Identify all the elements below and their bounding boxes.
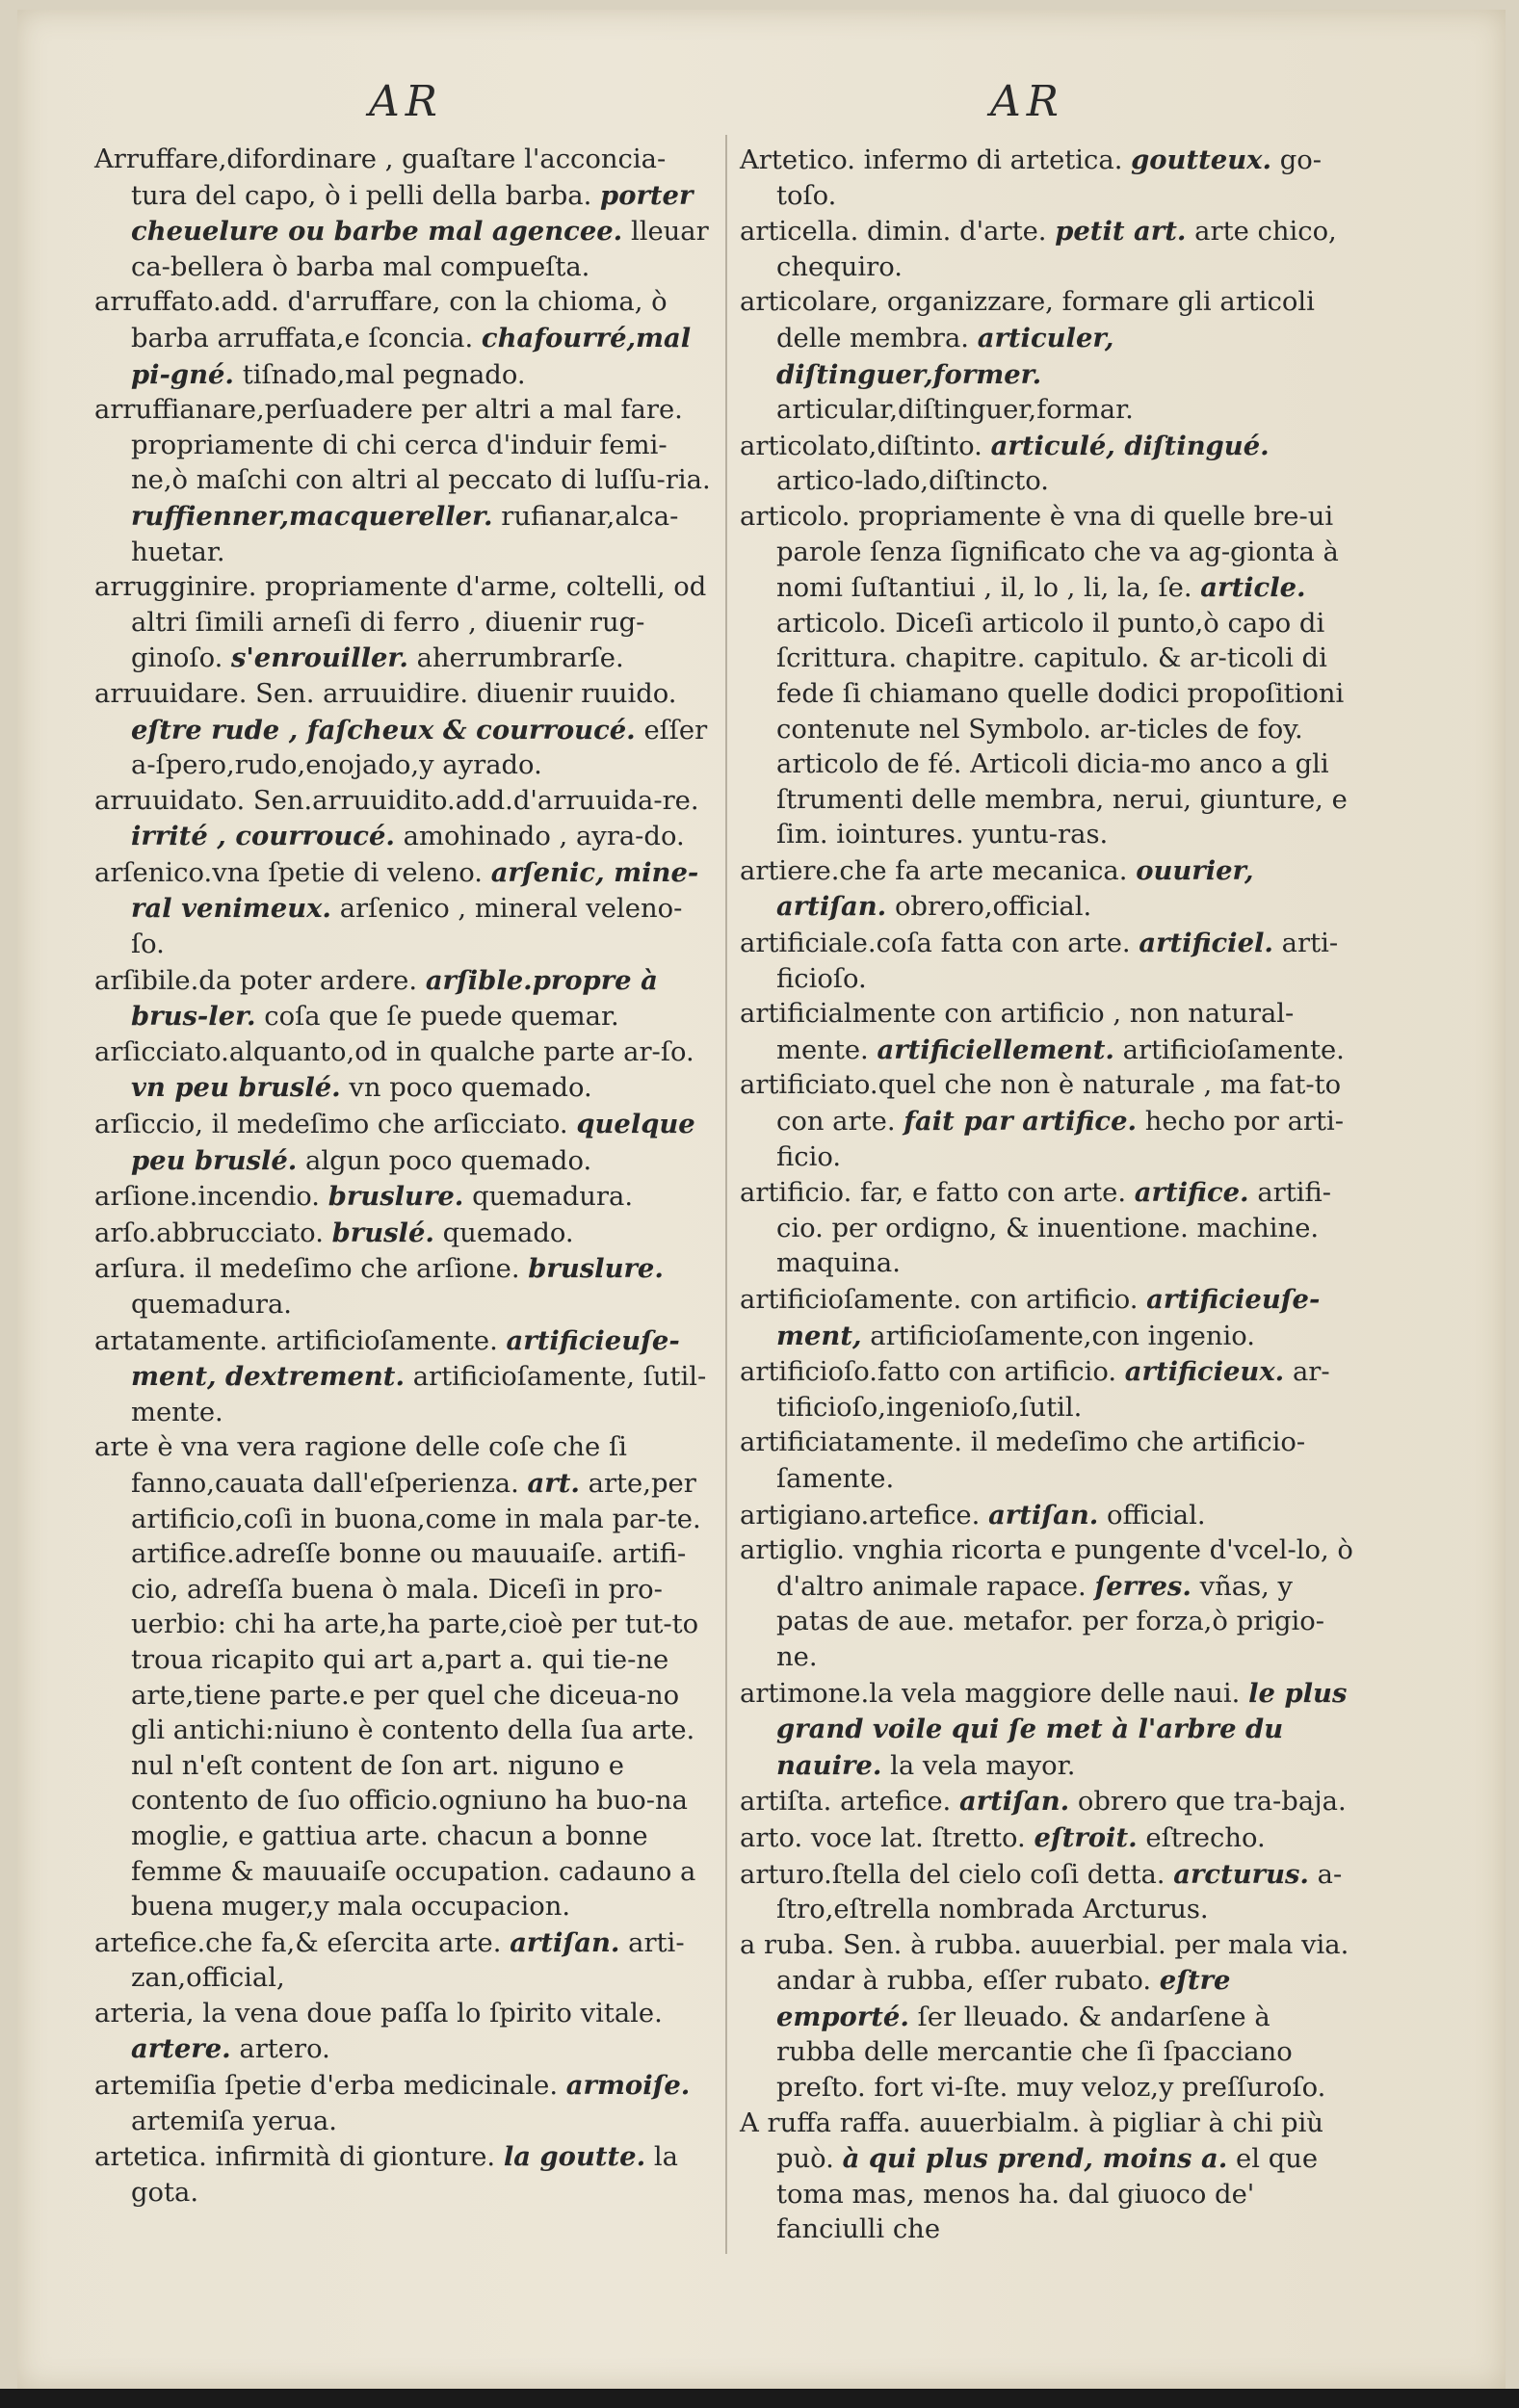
dictionary-entry	[740, 1676, 1356, 1785]
entry-italian: articolo. propriamente è vna di quelle bre-ui parole ſenza ſignificato che va ag-gionta à nomi ſuſtantiui , il, lo , li, la, ſe.	[740, 501, 1339, 604]
entry-italian: articolato,diſtinto.	[740, 431, 982, 461]
entry-french: arſenic, mine-ral venimeux.	[131, 856, 699, 925]
dictionary-entry	[94, 2139, 711, 2211]
entry-italian: arruuidato. Sen.arruuidito.add.d'arruuida-re.	[94, 785, 699, 816]
entry-spanish: tiſnado,mal pegnado.	[242, 359, 526, 390]
entry-spanish: articular,diſtinguer,formar.	[776, 395, 1134, 426]
entry-french: armoiſe.	[565, 2070, 691, 2102]
entry-french: bruslé.	[331, 1217, 434, 1248]
dictionary-entry	[94, 1323, 711, 1431]
entry-french: artifice.	[1134, 1177, 1249, 1209]
entry-italian: artetica. infirmità di gionture.	[94, 2142, 496, 2173]
entry-spanish: go-toſo.	[776, 145, 1322, 211]
entry-italian: arruuidare. Sen. arruuidire. diuenir ruuido.	[94, 678, 677, 709]
dictionary-entry	[94, 784, 711, 855]
entry-french: irrité , courroucé.	[131, 821, 395, 852]
entry-french: artificieux.	[1124, 1356, 1285, 1388]
entry-spanish: arti-ficioſo.	[776, 929, 1339, 994]
entry-italian: Arruffare,difordinare , guaſtare l'acconcia-tura del capo, ò i pelli della barba.	[94, 144, 667, 211]
dictionary-entry	[740, 143, 1356, 214]
entry-italian: arturo.ſtella del cielo coſi detta.	[740, 1859, 1165, 1890]
entry-spanish: la gota.	[131, 2142, 678, 2208]
entry-french: s'enrouiller.	[231, 642, 408, 674]
right-column	[740, 143, 1356, 2248]
entry-spanish: artifi-cio. per ordigno, & inuentione. machine. maquina.	[776, 1178, 1332, 1279]
entry-french: vn peu bruslé.	[131, 1072, 341, 1104]
entry-italian: arſenico.vna ſpetie di veleno.	[94, 857, 483, 888]
entry-italian: artiſta. artefice.	[740, 1787, 952, 1818]
dictionary-entry	[740, 1820, 1356, 1857]
entry-french: artere.	[131, 2033, 231, 2065]
entry-french: fait par artifice.	[904, 1106, 1138, 1138]
dictionary-entry	[740, 1282, 1356, 1354]
dictionary-entry	[740, 285, 1356, 428]
entry-french: arcturus.	[1173, 1858, 1309, 1890]
entry-french: ruffienner,macquereller.	[131, 500, 493, 532]
entry-italian: articolare, organizzare, formare gli articoli delle membra.	[740, 287, 1315, 353]
entry-spanish: coſa que ſe puede quemar.	[264, 1002, 619, 1033]
dictionary-entry	[740, 1068, 1356, 1175]
column-divider	[725, 135, 727, 2254]
entry-french: artiſan.	[988, 1499, 1099, 1531]
dictionary-entry	[94, 963, 711, 1035]
dictionary-entry	[94, 570, 711, 677]
entry-french: artiſan.	[510, 1926, 620, 1958]
dictionary-entry	[740, 997, 1356, 1068]
entry-french: article.	[1200, 572, 1306, 604]
dictionary-entry	[740, 1175, 1356, 1282]
entry-italian: arte è vna vera ragione delle coſe che ſi fanno,cauata dall'eſperienza.	[94, 1432, 627, 1499]
entry-spanish: artico-lado,diſtincto.	[776, 466, 1050, 497]
entry-spanish: quemado.	[442, 1217, 574, 1248]
dictionary-entry	[94, 2068, 711, 2139]
entry-french: artificieuſe-ment,	[776, 1284, 1321, 1351]
entry-french: artificiel.	[1139, 928, 1273, 959]
entry-italian: arruffianare,perſuadere per altri a mal fare. propriamente di chi cerca d'induir femi-ne,ò maſchi con altri al peccato di luſſu-ria.	[94, 395, 711, 496]
entry-french: art.	[527, 1467, 580, 1499]
entry-spanish: articolo. Diceſi articolo il punto,ò capo di ſcrittura. chapitre. capitulo. & ar-ticoli di fede ſi chiamano quelle dodici propoſitioni contenute nel Symbolo. ar-ticles de foy. articolo de fé. Articoli dicia-mo anco a gli ſtrumenti delle membra, nerui, giunture, e ſim. iointures. yuntu-ras.	[776, 608, 1348, 851]
entry-italian: arto. voce lat. ſtretto.	[740, 1822, 1026, 1853]
dictionary-entry	[94, 1430, 711, 1924]
entry-italian: artificiale.coſa fatta con arte.	[740, 929, 1131, 959]
entry-french: chafourré,mal pi-gné.	[131, 322, 692, 390]
entry-french: ouurier, artiſan.	[776, 854, 1254, 923]
entry-italian: articella. dimin. d'arte.	[740, 217, 1047, 248]
dictionary-entry	[740, 1498, 1356, 1534]
entry-french: la goutte.	[503, 2141, 646, 2173]
entry-italian: arſura. il medeſimo che arſione.	[94, 1254, 520, 1285]
entry-spanish: quemadura.	[131, 1290, 292, 1320]
entry-french: bruslure.	[327, 1181, 464, 1213]
scan-border	[0, 2389, 1519, 2408]
entry-spanish: algun poco quemado.	[305, 1145, 592, 1176]
entry-italian: artigiano.artefice.	[740, 1500, 981, 1531]
dictionary-entry	[740, 1354, 1356, 1426]
entry-italian: arſiccio, il medeſimo che arſicciato.	[94, 1110, 568, 1140]
dictionary-entry	[740, 926, 1356, 997]
dictionary-entry	[94, 393, 711, 570]
entry-french: eſtroit.	[1034, 1821, 1138, 1853]
entry-italian: arteria, la vena doue paſſa lo ſpirito vitale.	[94, 1998, 663, 2028]
entry-french: à qui plus prend, moins a.	[842, 2143, 1228, 2175]
entry-italian: arſo.abbrucciato.	[94, 1217, 324, 1248]
entry-spanish: official.	[1107, 1500, 1206, 1531]
page-header-left: AR	[369, 77, 443, 126]
entry-spanish: arte,per artificio,coſi in buona,come in mala par-te. artifice.adreſſe bonne ou mauuaiſe. artifi-cio, adreſſa buena ò mala. Diceſi in pro-uerbio: chi ha arte,ha parte,cioè per tut-to troua ricapito qui art a,part a. qui tie-ne arte,tiene parte.e per quel che diceua-no gli antichi:niuno è contento della ſua arte. nul n'eſt content de ſon art. niguno e contento de ſuo officio.ogniuno ha buo-na moglie, e gattiua arte. chacun a bonne femme & mauuaiſe occupation. cadauno a buena muger,y mala occupacion.	[131, 1468, 701, 1923]
entry-italian: artimone.la vela maggiore delle naui.	[740, 1678, 1241, 1709]
entry-spanish: obrero que tra-baja.	[1077, 1787, 1347, 1818]
entry-french: eſtre emporté.	[776, 1965, 1231, 2032]
entry-spanish: arti-zan,official,	[131, 1927, 685, 1994]
dictionary-entry	[740, 2107, 1356, 2248]
dictionary-entry	[740, 1533, 1356, 1675]
dictionary-entry	[94, 855, 711, 963]
dictionary-entry	[740, 214, 1356, 285]
entry-italian: artificiato.quel che non è naturale , ma fat-to con arte.	[740, 1070, 1342, 1138]
entry-spanish: rufianar,alca-huetar.	[131, 501, 679, 567]
dictionary-entry	[94, 1179, 711, 1216]
entry-spanish: hecho por arti-ficio.	[776, 1107, 1345, 1172]
entry-french: eſtre rude , faſcheux & courroucé.	[131, 714, 636, 746]
entry-spanish: eſtrecho.	[1145, 1822, 1266, 1853]
entry-italian: artefice.che fa,& eſercita arte.	[94, 1927, 502, 1958]
dictionary-entry	[94, 285, 711, 393]
entry-spanish: artificioſamente.	[1122, 1034, 1345, 1065]
entry-spanish: ſer lleuado. & andarſene à rubba delle mercantie che ſi ſpacciano preſto. fort vi-ſte. muy veloz,y preſſuroſo.	[776, 2002, 1326, 2104]
entry-spanish: arte chico, chequiro.	[776, 217, 1337, 282]
entry-italian: artificioſamente. con artificio.	[740, 1285, 1139, 1315]
entry-spanish: artero.	[239, 2034, 330, 2065]
entry-spanish: a-ſtro,eſtrella nombrada Arcturus.	[776, 1859, 1343, 1925]
entry-spanish: artificioſamente,con ingenio.	[870, 1321, 1255, 1351]
dictionary-entry	[94, 1107, 711, 1179]
entry-spanish: eſſer a-ſpero,rudo,enojado,y ayrado.	[131, 715, 708, 781]
dictionary-entry	[94, 1925, 711, 1997]
entry-italian: artiglio. vnghia ricorta e pungente d'vcel-lo, ò d'altro animale rapace.	[740, 1535, 1353, 1602]
entry-french: bruslure.	[528, 1253, 664, 1285]
dictionary-entry	[94, 143, 711, 285]
entry-spanish: obrero,official.	[894, 892, 1092, 923]
entry-italian: artificio. far, e fatto con arte.	[740, 1178, 1127, 1209]
entry-spanish: artificioſamente, ſutil-mente.	[131, 1362, 707, 1427]
dictionary-entry	[740, 1426, 1356, 1497]
entry-french: petit art.	[1055, 216, 1187, 248]
entry-italian: artificiatamente. il medeſimo che artificio-ſamente.	[740, 1427, 1306, 1494]
dictionary-entry	[94, 1216, 711, 1252]
dictionary-entry	[740, 1784, 1356, 1820]
entry-italian: arſione.incendio.	[94, 1182, 320, 1213]
entry-french: le plus grand voile qui ſe met à l'arbre du nauire.	[776, 1677, 1348, 1781]
dictionary-entry	[740, 1857, 1356, 1928]
entry-italian: arrugginire. propriamente d'arme, coltelli, od altri ſimili arneſi di ferro , diuenir rug-ginoſo.	[94, 572, 707, 674]
entry-spanish: amohinado , ayra-do.	[403, 822, 685, 852]
dictionary-entry	[740, 429, 1356, 500]
entry-spanish: lleuar ca-bellera ò barba mal compueſta.	[131, 217, 709, 282]
dictionary-page	[17, 10, 1506, 2389]
entry-spanish: arſenico , mineral veleno-ſo.	[131, 894, 683, 960]
dictionary-entry	[94, 1251, 711, 1322]
entry-spanish: ar-tificioſo,ingenioſo,ſutil.	[776, 1357, 1330, 1423]
entry-french: quelque peu bruslé.	[131, 1109, 695, 1176]
dictionary-entry	[740, 1928, 1356, 2107]
entry-spanish: el que toma mas, menos ha. dal giuoco de' fanciulli che	[776, 2144, 1319, 2245]
entry-french: articulé, diſtingué.	[990, 430, 1270, 461]
entry-spanish: la vela mayor.	[890, 1750, 1076, 1781]
entry-spanish: artemiſa yerua.	[131, 2106, 338, 2136]
entry-italian: arſibile.da poter ardere.	[94, 965, 418, 996]
entry-italian: arſicciato.alquanto,od in qualche parte ar-ſo.	[94, 1036, 694, 1067]
entry-french: artiſan.	[958, 1786, 1070, 1818]
left-column	[94, 143, 711, 2211]
entry-italian: arruffato.add. d'arruffare, con la chioma, ò barba arruffata,e ſconcia.	[94, 287, 668, 353]
entry-french: artificieuſe-ment, dextrement.	[131, 1324, 680, 1393]
entry-spanish: vñas, y patas de aue. metafor. per forza,ò prigio-ne.	[776, 1571, 1325, 1672]
entry-italian: artificioſo.fatto con artificio.	[740, 1357, 1117, 1388]
dictionary-entry	[94, 1035, 711, 1107]
entry-french: ſerres.	[1094, 1570, 1192, 1602]
entry-french: articuler, diſtinguer,former.	[776, 322, 1114, 390]
entry-spanish: vn poco quemado.	[349, 1073, 592, 1104]
entry-italian: A ruffa raffa. auuerbialm. à pigliar à chi più può.	[740, 2107, 1323, 2175]
entry-italian: artiere.che fa arte mecanica.	[740, 855, 1128, 886]
dictionary-entry	[740, 853, 1356, 926]
dictionary-entry	[94, 1997, 711, 2068]
dictionary-entry	[94, 677, 711, 784]
entry-french: porter cheuelure ou barbe mal agencee.	[131, 179, 694, 248]
entry-italian: a ruba. Sen. à rubba. auuerbial. per mala via. andar à rubba, eſſer rubato.	[740, 1929, 1349, 1997]
entry-spanish: quemadura.	[472, 1182, 634, 1213]
entry-italian: artatamente. artificioſamente.	[94, 1325, 498, 1356]
entry-french: artificiellement.	[877, 1034, 1114, 1065]
entry-french: arſible.propre à brus-ler.	[131, 964, 658, 1033]
entry-italian: artificialmente con artificio , non natural-mente.	[740, 999, 1295, 1065]
entry-french: goutteux.	[1131, 144, 1271, 175]
dictionary-entry	[740, 500, 1356, 853]
entry-italian: artemiſia ſpetie d'erba medicinale.	[94, 2071, 559, 2102]
entry-italian: Artetico. infermo di artetica.	[740, 145, 1123, 175]
entry-spanish: aherrumbrarſe.	[416, 643, 624, 674]
page-header-right: AR	[990, 77, 1064, 126]
